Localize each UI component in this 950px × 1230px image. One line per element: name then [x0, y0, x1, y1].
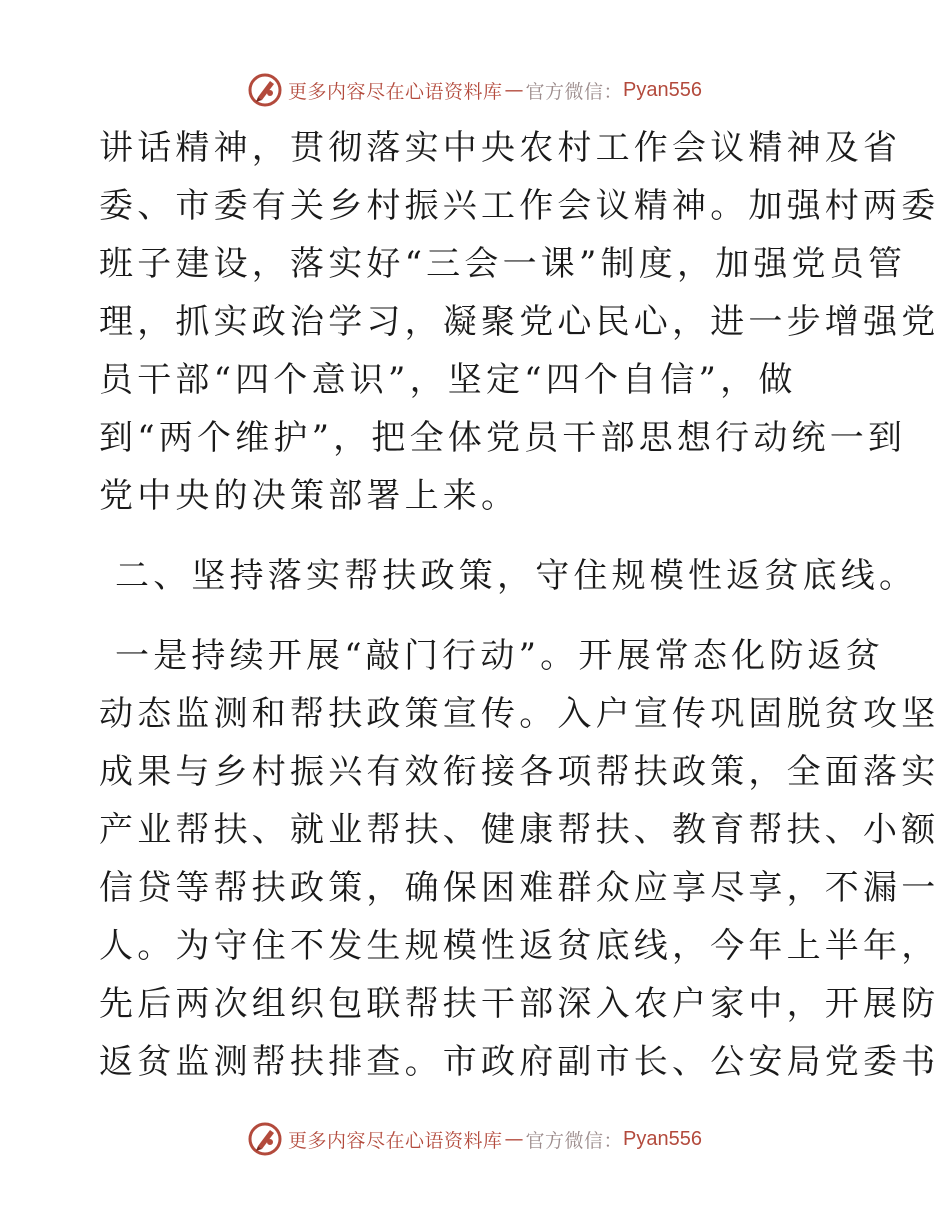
- banner-separator: —: [504, 79, 524, 101]
- text-line: 动态监测和帮扶政策宣传。入户宣传巩固脱贫攻坚: [99, 694, 940, 734]
- footer-watermark-banner: [0, 1117, 950, 1161]
- pen-logo-icon: [248, 1122, 282, 1156]
- text-line: 员干部“四个意识”，坚定“四个自信”，做: [99, 360, 797, 400]
- text-line: 返贫监测帮扶排查。市政府副市长、公安局党委书: [99, 1042, 940, 1082]
- text-line: 人。为守住不发生规模性返贫底线，今年上半年，: [99, 926, 940, 966]
- paragraph-1: [99, 119, 940, 525]
- header-watermark-banner: [0, 68, 950, 112]
- wechat-label: 官方微信：: [525, 1129, 624, 1152]
- banner-text: 更多内容尽在心语资料库: [288, 1129, 503, 1152]
- banner-separator: —: [504, 1128, 524, 1150]
- text-line: 产业帮扶、就业帮扶、健康帮扶、教育帮扶、小额: [99, 810, 940, 850]
- text-line: 委、市委有关乡村振兴工作会议精神。加强村两委: [99, 186, 940, 226]
- text-line: 先后两次组织包联帮扶干部深入农户家中，开展防: [99, 984, 940, 1024]
- text-line: 班子建设，落实好“三会一课”制度，加强党员管: [99, 244, 907, 284]
- wechat-label: 官方微信：: [525, 80, 624, 103]
- text-line: 成果与乡村振兴有效衔接各项帮扶政策，全面落实: [99, 752, 940, 792]
- text-line: 到“两个维护”，把全体党员干部思想行动统一到: [99, 418, 907, 458]
- banner-text: 更多内容尽在心语资料库: [288, 80, 503, 103]
- wechat-id: Pyan556: [623, 78, 702, 101]
- paragraph-2: [99, 627, 940, 1091]
- text-line: 信贷等帮扶政策，确保困难群众应享尽享，不漏一: [99, 868, 940, 908]
- text-line: 理，抓实政治学习，凝聚党心民心，进一步增强党: [99, 302, 940, 342]
- text-line: 一是持续开展“敲门行动”。开展常态化防返贫: [115, 636, 884, 676]
- text-line: 党中央的决策部署上来。: [99, 476, 520, 516]
- text-line: 讲话精神，贯彻落实中央农村工作会议精神及省: [99, 128, 902, 168]
- section-heading: 二、坚持落实帮扶政策，守住规模性返贫底线。: [115, 556, 918, 596]
- wechat-id: Pyan556: [623, 1127, 702, 1150]
- document-body: [99, 119, 940, 1091]
- pen-logo-icon: [248, 73, 282, 107]
